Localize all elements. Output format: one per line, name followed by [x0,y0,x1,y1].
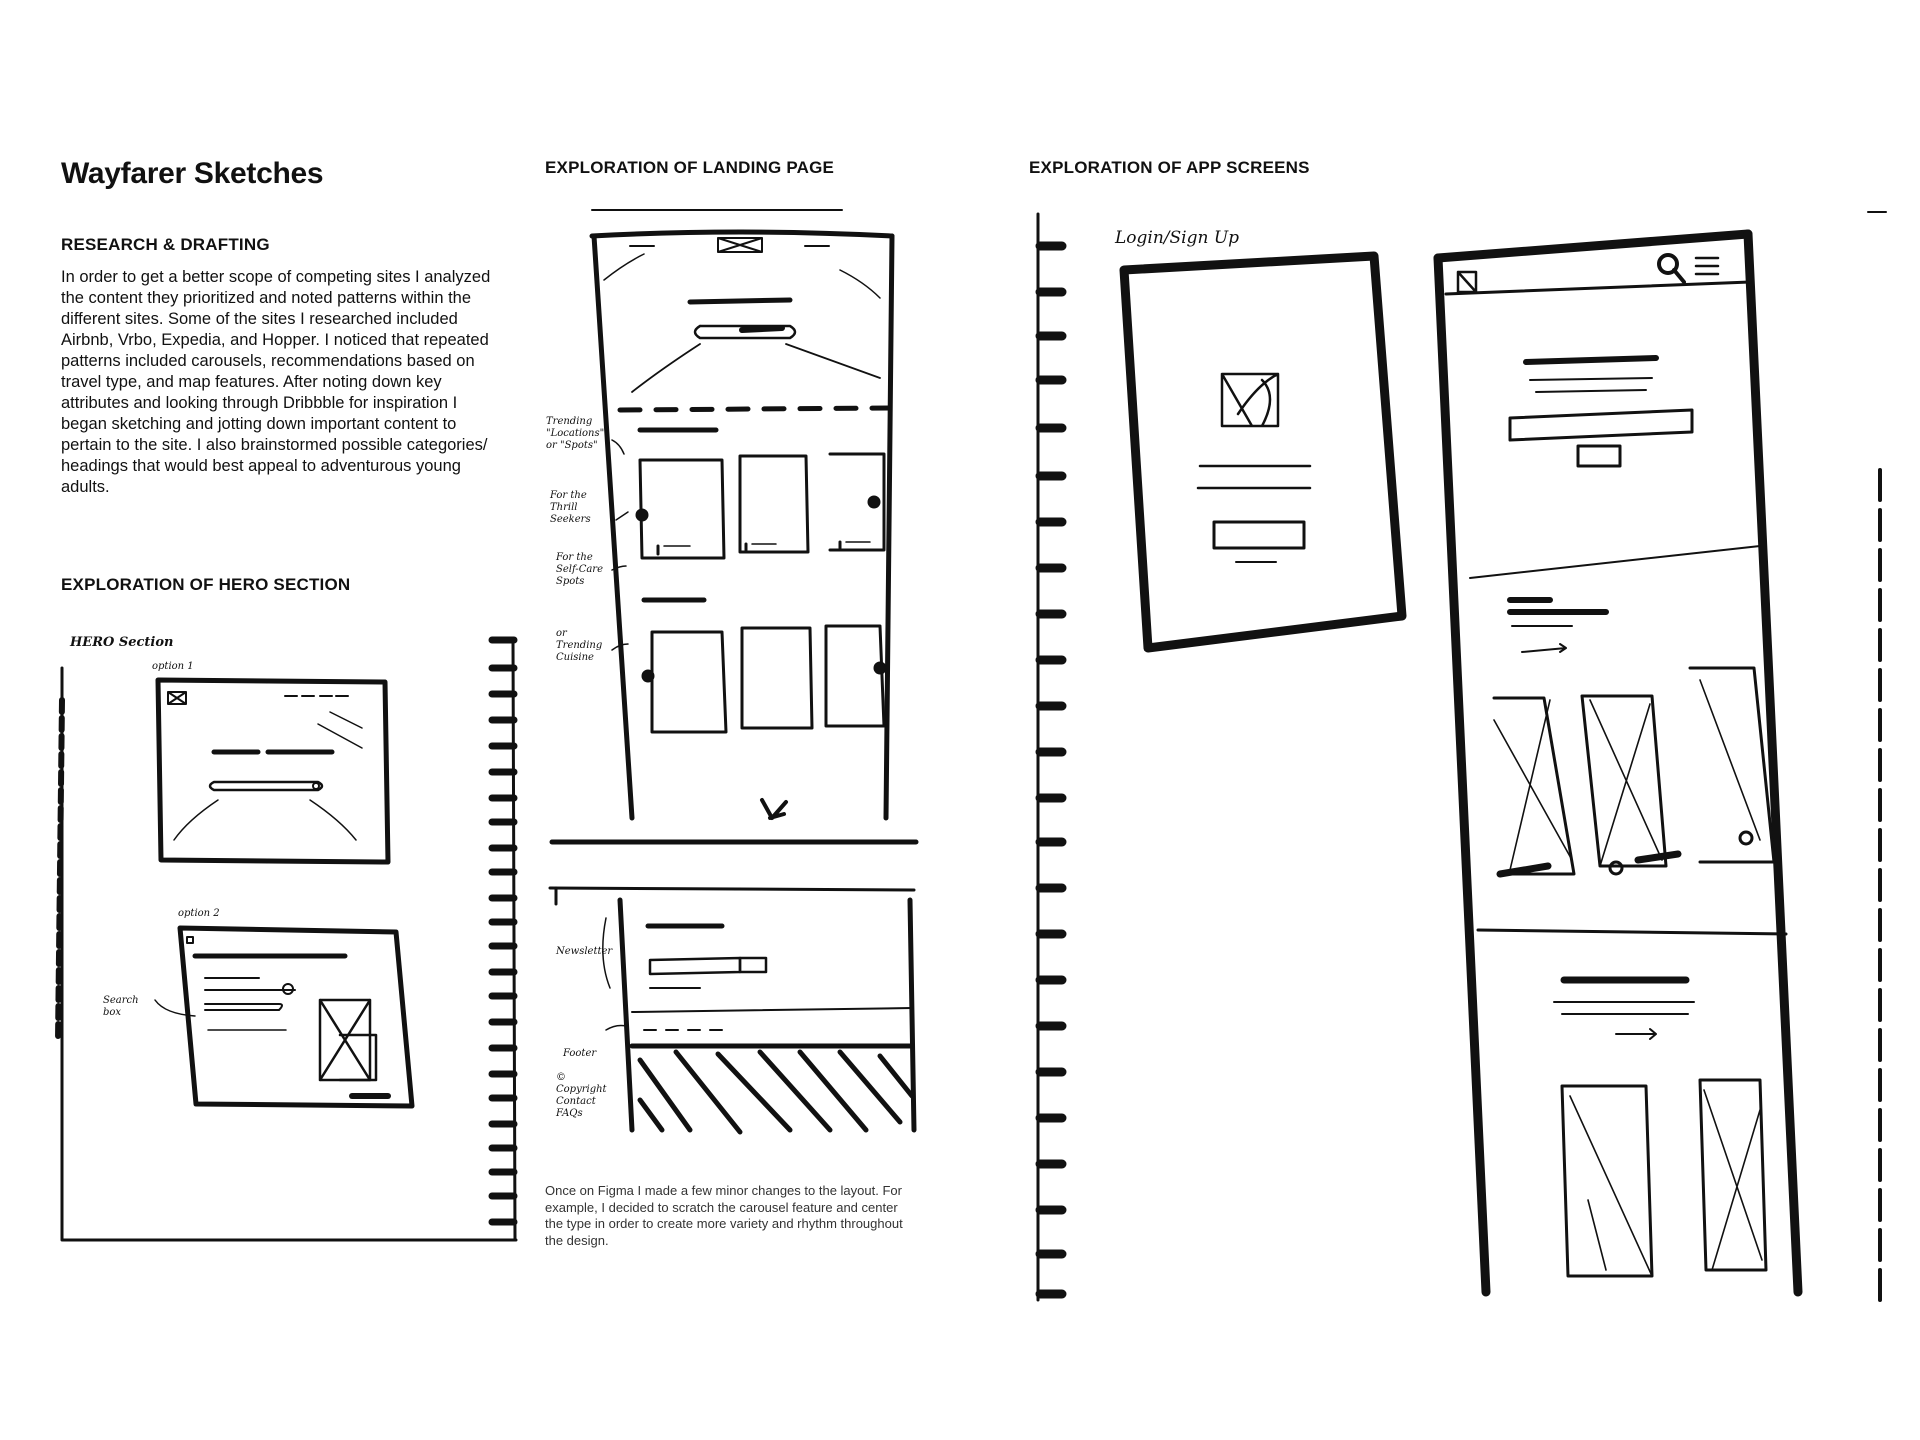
hero-option1-label: option 1 [152,661,194,672]
app-screens-sketch [1438,234,1798,1292]
app-spiral [1038,212,1886,1300]
hero-option2-label: option 2 [178,908,220,919]
note-footer-items: © Copyright Contact FAQs [556,1072,607,1119]
note-footer: Footer [563,1048,597,1059]
landing-caption: Once on Figma I made a few minor changes to the layout. For example, I decided to scratch the carousel feature and center the type in order to create more variety and rhythm throughout the design. [545,1183,903,1248]
app-heading: EXPLORATION OF APP SCREENS [1029,158,1310,177]
page-title: Wayfarer Sketches [61,157,324,190]
note-selfcare: For the Self-Care Spots [556,552,604,587]
hero-sketch-label: HERO Section [70,635,174,650]
note-thrill: For the Thrill Seekers [550,490,591,525]
landing-heading: EXPLORATION OF LANDING PAGE [545,158,835,177]
hero-sketch-page [58,640,516,1240]
research-heading: RESEARCH & DRAFTING [61,235,270,254]
note-newsletter: Newsletter [556,946,613,957]
note-login: Login/Sign Up [1115,228,1240,248]
research-paragraph: In order to get a better scope of competing sites I analyzed the content they prioritized and noted patterns within the different sites. Some of the sites I researched included Airbnb, Vrbo, Expedia, and Hopper. I noticed that repeated patterns included carousels, recommendations based on travel type, and map features. After noting down key attributes and looking through Dribbble for inspiration I began sketching and jotting down important content to pertain to the site. I also brainstormed possible categories/ headings that would best appeal to adventurous young adults. [61,268,491,496]
login-sketch [1124,256,1402,648]
hero-heading: EXPLORATION OF HERO SECTION [61,575,351,594]
note-cuisine: or Trending Cuisine [556,628,603,663]
hero-search-note: Search box [103,995,139,1018]
landing-sketch-top [552,210,916,842]
note-trending: Trending "Locations" or "Spots" [546,416,605,451]
